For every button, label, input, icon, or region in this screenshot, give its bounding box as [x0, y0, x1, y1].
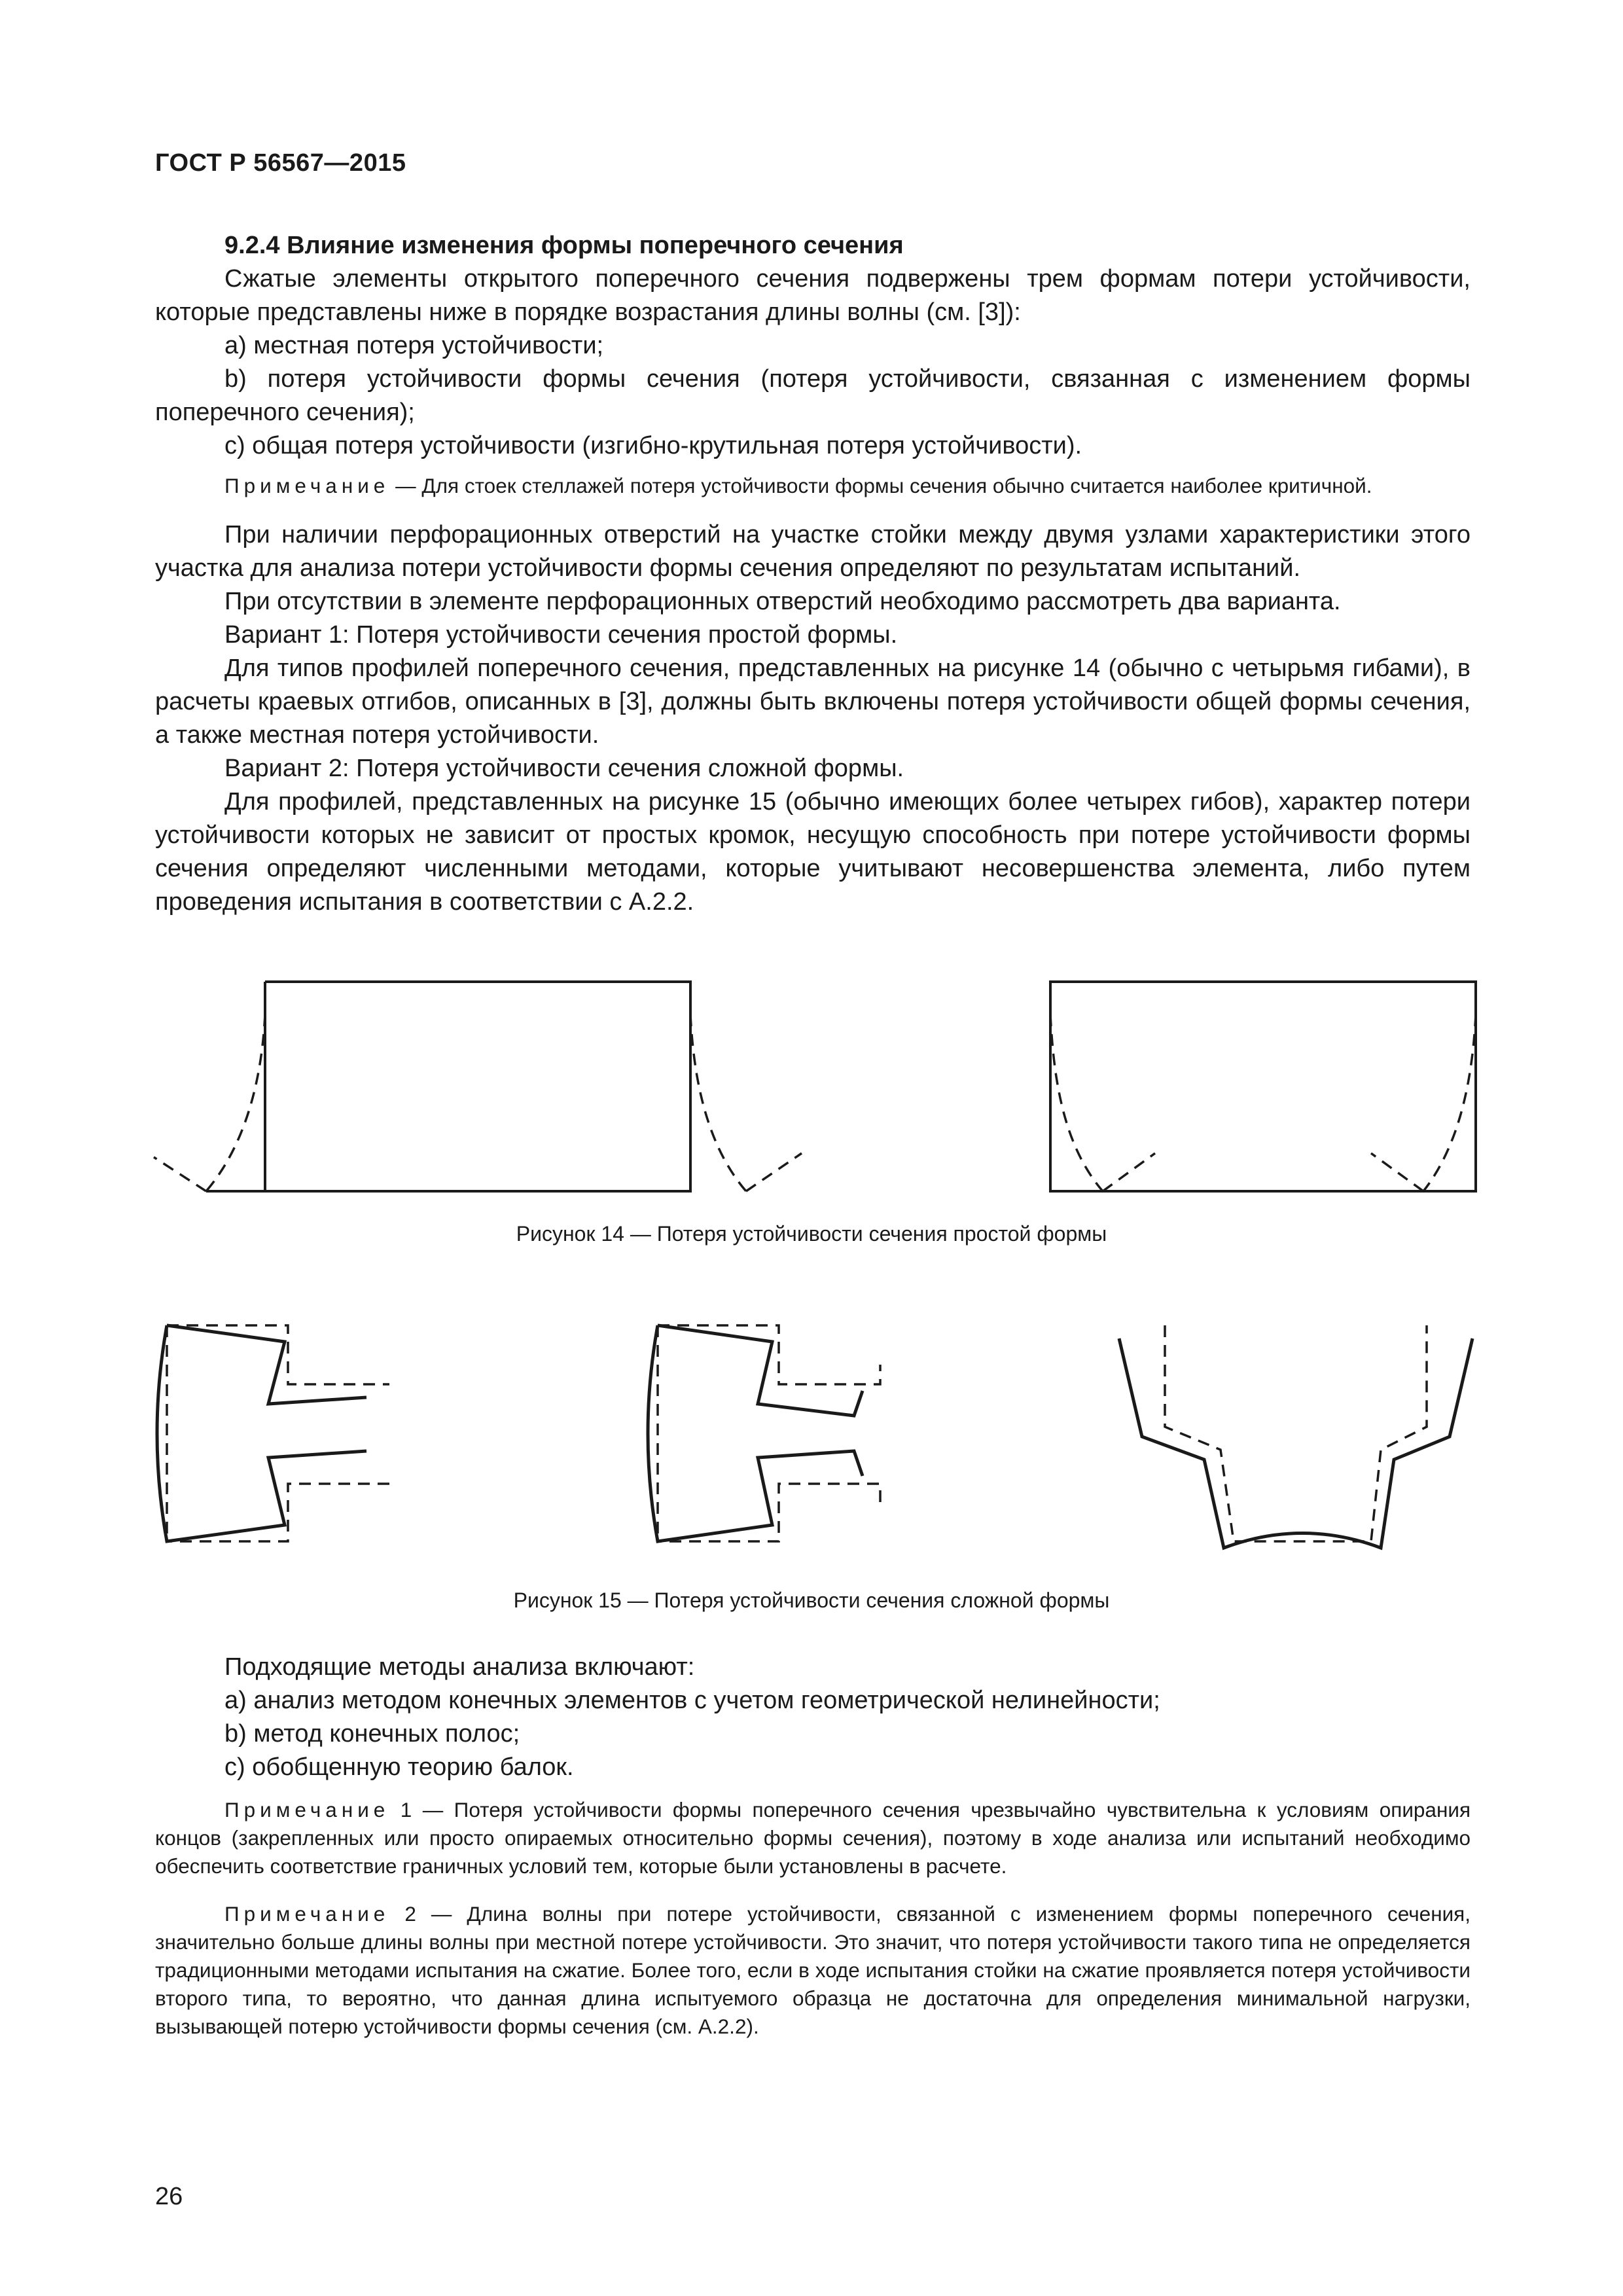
paragraph-variant-1: Для типов профилей поперечного сечения, представленных на рисунке 14 (обычно с четырьмя гибами), в расчеты краевых отгибов, описанных в [3], должны быть включены потеря устойчивости общей формы сечения, а также местная потеря устойчивости. [155, 655, 1471, 749]
note-1-text: 1 — Потеря устойчивости формы поперечного сечения чрезвычайно чувствительна к условиям опирания концов (закрепленных или просто опираемых относительно формы сечения), поэтому в ходе анализа или испытаний необходимо обеспечить соответствие граничных условий тем, которые были установлены в расчете. [155, 1798, 1471, 1878]
note-1 [155, 1796, 1471, 1880]
fig14-left-profile [265, 982, 690, 1191]
list-item-b: b) потеря устойчивости формы сечения (потеря устойчивости, связанная с изменением формы поперечного сечения); [155, 365, 1471, 426]
note-1-label: Примечание [224, 1798, 390, 1821]
section-heading: 9.2.4 Влияние изменения формы поперечного сечения [224, 232, 904, 259]
document-header: ГОСТ Р 56567—2015 [155, 149, 406, 177]
paragraph-perforation: При наличии перфорационных отверстий на участке стойки между двумя узлами характеристики этого участка для анализа потери устойчивости формы сечения определяют по результатам испытаний. [155, 521, 1471, 582]
variant-2: Вариант 2: Потеря устойчивости сечения сложной формы. [224, 755, 904, 782]
paragraph-no-perforation: При отсутствии в элементе перфорационных отверстий необходимо рассмотреть два варианта. [224, 588, 1341, 615]
list-item-c: c) общая потеря устойчивости (изгибно-крутильная потеря устойчивости). [224, 432, 1082, 459]
page-number: 26 [155, 2183, 183, 2210]
method-item-a: a) анализ методом конечных элементов с учетом геометрической нелинейности; [224, 1687, 1160, 1714]
fig15-profile-3 [1119, 1325, 1472, 1548]
paragraph-variant-2: Для профилей, представленных на рисунке 15 (обычно имеющих более четырех гибов), характер потери устойчивости которых не зависит от простых кромок, несущую способность при потере устойчивости формы сечения определяют численными методами, которые учитывают несовершенства элемента, либо путем проведения испытания в соответствии с А.2.2. [155, 788, 1471, 916]
method-item-c: c) обобщенную теорию балок. [224, 1753, 574, 1781]
note-2 [155, 1900, 1471, 2041]
section-intro: Сжатые элементы открытого поперечного сечения подвержены трем формам потери устойчивости, которые представлены ниже в порядке возрастания длины волны (см. [3]): [155, 265, 1471, 326]
fig15-profile-1 [157, 1325, 389, 1541]
note-critical [155, 472, 1471, 500]
note-label: Примечание [224, 474, 390, 497]
list-item-a: a) местная потеря устойчивости; [224, 332, 604, 359]
note-text: — Для стоек стеллажей потеря устойчивости формы сечения обычно считается наиболее критичной. [389, 474, 1372, 497]
section-text-block [155, 229, 1471, 919]
figure-14-caption: Рисунок 14 — Потеря устойчивости сечения простой формы [516, 1222, 1107, 1246]
note-2-label: Примечание [224, 1902, 390, 1926]
figure-15-caption: Рисунок 15 — Потеря устойчивости сечения сложной формы [513, 1588, 1110, 1612]
variant-1: Вариант 1: Потеря устойчивости сечения простой формы. [224, 621, 898, 649]
methods-intro: Подходящие методы анализа включают: [224, 1653, 695, 1681]
figure-14-drawing [0, 975, 1623, 1211]
methods-text-block [155, 1651, 1471, 2041]
fig15-profile-2 [648, 1325, 880, 1541]
method-item-b: b) метод конечных полос; [224, 1720, 520, 1748]
note-2-text: 2 — Длина волны при потере устойчивости, связанной с изменением формы поперечного сечения, значительно больше длины волны при местной потере устойчивости. Это значит, что потеря устойчивости такого типа не определяется традиционными методами испытания на сжатие. Более того, если в ходе испытания стойки на сжатие проявляется потеря устойчивости второго типа, то вероятно, что данная длина испытуемого образца не достаточна для определения минимальной нагрузки, вызывающей потерю устойчивости формы сечения (см. А.2.2). [155, 1902, 1471, 2038]
figure-15-drawing [0, 1312, 1623, 1568]
fig14-right-profile [1050, 982, 1476, 1191]
